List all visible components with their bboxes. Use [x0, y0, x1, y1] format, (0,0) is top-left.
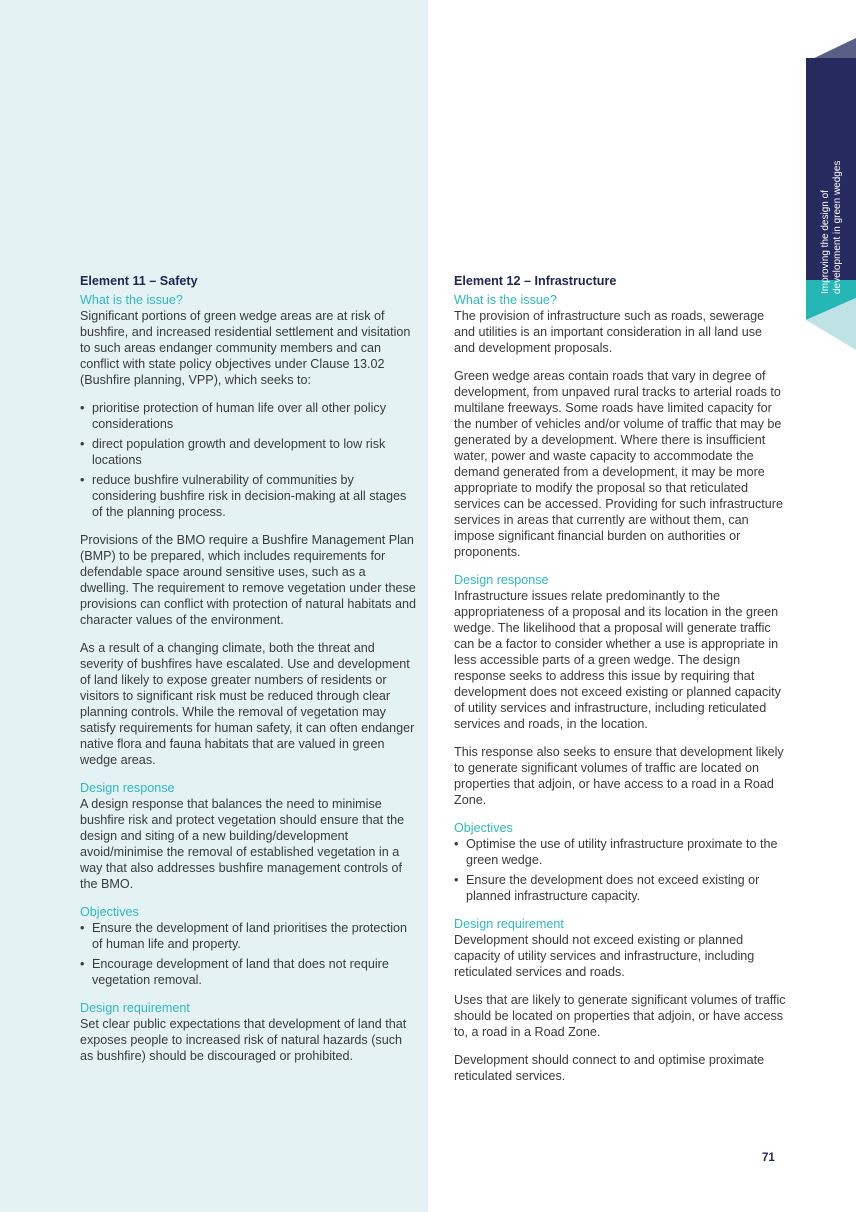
section-side-tab: [806, 38, 856, 350]
right-objectives-list: [454, 836, 786, 904]
right-requirement-paragraph-2: Uses that are likely to generate significant volumes of traffic should be located on properties that adjoin, or have access to, a road in a Road Zone.: [454, 993, 786, 1039]
right-response-label: Design response: [454, 573, 549, 587]
right-objectives-label: Objectives: [454, 821, 513, 835]
right-issue-label: What is the issue?: [454, 293, 557, 307]
right-response-paragraph-2: This response also seeks to ensure that development likely to generate significant volumes of traffic are located on properties that adjoin, or have access to a road in a Road Zone.: [454, 745, 784, 807]
left-response-label: Design response: [80, 781, 175, 795]
list-item: • Optimise the use of utility infrastructure proximate to the green wedge.: [454, 836, 786, 868]
left-issue-paragraph-1: Significant portions of green wedge areas are at risk of bushfire, and increased residential settlement and visitation to such areas endanger community members and can conflict with state policy objectives under Clause 13.02 (Bushfire planning, VPP), which seeks to:: [80, 309, 411, 387]
right-issue-paragraph-1: The provision of infrastructure such as roads, sewerage and utilities is an important consideration in all land use and development proposals.: [454, 309, 765, 355]
left-issue-paragraph-2: Provisions of the BMO require a Bushfire Management Plan (BMP) to be prepared, which includes requirements for defendable space around sensitive uses, such as a dwelling. The requirement to remove vegetation under these provisions can conflict with protection of natural habitats and character values of the environment.: [80, 533, 417, 627]
right-column: [454, 273, 786, 1096]
left-column: [80, 273, 418, 1076]
element-11-heading: Element 11 – Safety: [80, 274, 198, 288]
left-response-paragraph: A design response that balances the need to minimise bushfire risk and protect vegetation should ensure that the design and siting of a new building/development avoid/minimise the removal of established vegetation in a way that also addresses bushfire management controls of the BMO.: [80, 797, 405, 891]
left-requirement-paragraph: Set clear public expectations that development of land that exposes people to increased risk of natural hazards (such as bushfire) should be discouraged or prohibited.: [80, 1017, 407, 1063]
list-item: • direct population growth and development to low risk locations: [80, 436, 418, 468]
list-item: • reduce bushfire vulnerability of communities by considering bushfire risk in decision-making at all stages of the planning process.: [80, 472, 418, 520]
left-issue-list: [80, 400, 418, 520]
side-tab-text: [820, 114, 844, 294]
side-tab-line-2: development in green wedges: [832, 160, 843, 294]
list-item: • Encourage development of land that does not require vegetation removal.: [80, 956, 418, 988]
left-issue-label: What is the issue?: [80, 293, 183, 307]
list-item: • Ensure the development does not exceed existing or planned infrastructure capacity.: [454, 872, 786, 904]
side-tab-line-1: Improving the design of: [820, 190, 831, 294]
right-issue-paragraph-2: Green wedge areas contain roads that vary in degree of development, from unpaved rural tracks to arterial roads to multilane freeways. Some roads have limited capacity for the number of vehicles and/or volume of traffic that may be generated by a development. Where there is insufficient water, power and waste capacity to accommodate the demand generated from a development, it may be more appropriate to modify the proposal so that reticulated services can be accessed. Providing for such infrastructure services in areas that currently are without them, can impose significant financial burden on authorities or proponents.: [454, 369, 783, 559]
left-objectives-list: [80, 920, 418, 988]
right-requirement-paragraph-1: Development should not exceed existing or planned capacity of utility services and infrastructure, including reticulated services and roads.: [454, 933, 755, 979]
left-requirement-label: Design requirement: [80, 1001, 190, 1015]
right-requirement-paragraph-3: Development should connect to and optimise proximate reticulated services.: [454, 1053, 765, 1083]
right-requirement-label: Design requirement: [454, 917, 564, 931]
list-item: • Ensure the development of land prioritises the protection of human life and property.: [80, 920, 418, 952]
element-12-heading: Element 12 – Infrastructure: [454, 274, 617, 288]
right-response-paragraph-1: Infrastructure issues relate predominantly to the appropriateness of a proposal and its location in the green wedge. The likelihood that a proposal will generate traffic can be a factor to consider whether a use is appropriate in less accessible parts of a green wedge. The design response seeks to address this issue by requiring that development does not exceed existing or planned capacity of utility services and infrastructure, including reticulated services and roads, in the location.: [454, 589, 781, 731]
page-number: 71: [762, 1152, 775, 1164]
left-objectives-label: Objectives: [80, 905, 139, 919]
left-issue-paragraph-3: As a result of a changing climate, both the threat and severity of bushfires have escalated. Use and development of land likely to expose greater numbers of residents or visitors to significant risk must be reduced through clear planning controls. While the removal of vegetation may satisfy requirements for human safety, it can often endanger native flora and fauna habitats that are valued in green wedge areas.: [80, 641, 415, 767]
list-item: • prioritise protection of human life over all other policy considerations: [80, 400, 418, 432]
